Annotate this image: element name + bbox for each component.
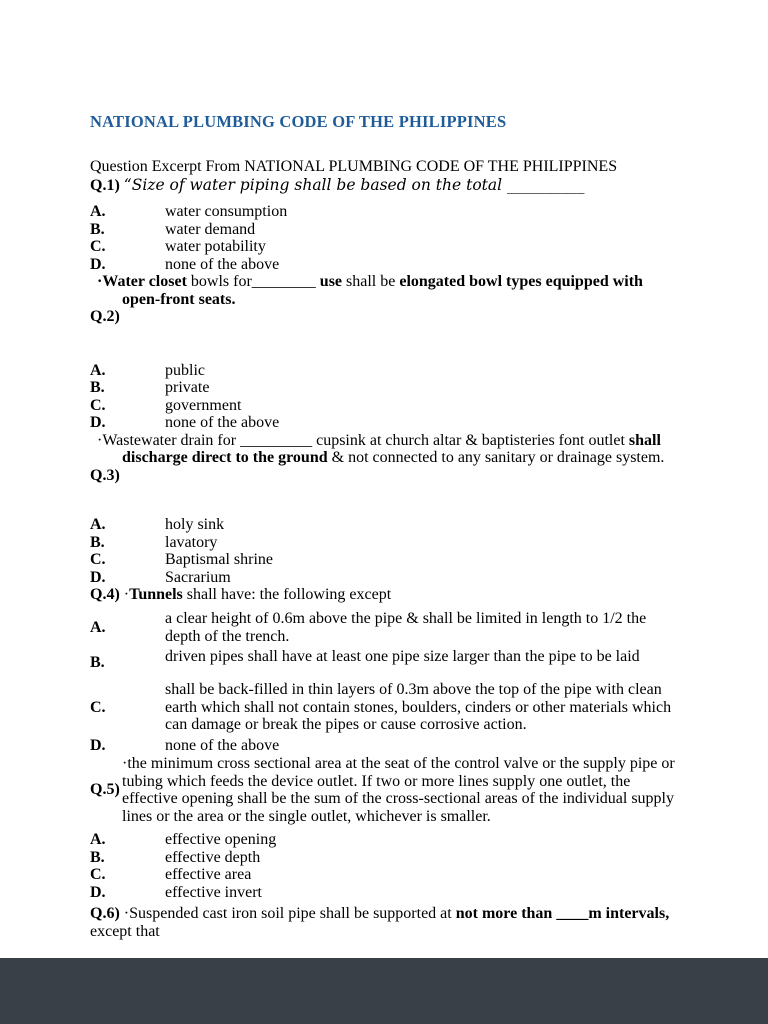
option-row xyxy=(90,516,682,534)
question-4-options xyxy=(90,610,682,754)
option-row xyxy=(90,238,682,256)
option-text: holy sink xyxy=(165,516,225,533)
option-text: effective opening xyxy=(165,831,277,848)
question-1-line xyxy=(90,176,682,195)
option-text: driven pipes shall have at least one pipe size larger than the pipe to be laid xyxy=(165,648,640,665)
option-text: effective invert xyxy=(165,883,262,901)
option-row xyxy=(90,866,682,884)
viewer-footer-bar xyxy=(0,958,768,1024)
option-text: none of the above xyxy=(165,736,280,754)
question-2-label: Q.2) xyxy=(90,308,120,325)
option-row xyxy=(90,551,682,569)
option-letter: B. xyxy=(90,220,105,238)
option-letter: C. xyxy=(90,698,106,716)
option-row xyxy=(90,203,682,221)
statement-segment: & not connected to any sanitary or drainage system. xyxy=(327,449,665,466)
option-letter: D. xyxy=(90,883,106,901)
option-row xyxy=(90,610,682,645)
question-1-label: Q.1) xyxy=(90,177,120,194)
statement-segment: ·Water closet xyxy=(97,273,191,290)
option-letter: C. xyxy=(90,866,106,883)
statement-segment: except that xyxy=(90,922,160,940)
option-letter: B. xyxy=(90,379,105,396)
option-letter: D. xyxy=(90,568,106,586)
question-6 xyxy=(90,905,682,940)
question-5-statement-block xyxy=(90,755,682,825)
option-row xyxy=(90,362,682,380)
question-2 xyxy=(90,273,682,432)
option-text: government xyxy=(165,396,242,414)
statement-segment: Tunnels xyxy=(129,586,183,603)
question-1 xyxy=(90,176,682,273)
option-row xyxy=(90,256,682,274)
question-3 xyxy=(90,432,682,587)
question-3-label: Q.3) xyxy=(90,466,120,484)
option-letter: D. xyxy=(90,736,106,754)
doc-subtitle: Question Excerpt From NATIONAL PLUMBING CODE OF THE PHILIPPINES xyxy=(90,158,618,175)
option-row xyxy=(90,414,682,432)
option-text: public xyxy=(165,361,205,379)
question-2-options xyxy=(90,362,682,432)
option-row xyxy=(90,648,682,678)
option-row xyxy=(90,849,682,867)
statement-segment: elongated bowl types equipped with open-front seats. xyxy=(122,273,643,308)
option-text: Baptismal shrine xyxy=(165,551,273,568)
question-2-statement xyxy=(90,273,682,308)
question-6-label: Q.6) xyxy=(90,905,120,922)
question-4-label: Q.4) xyxy=(90,586,120,603)
option-letter: A. xyxy=(90,361,106,379)
option-text: none of the above xyxy=(165,255,280,273)
option-row xyxy=(90,379,682,397)
option-text: private xyxy=(165,379,210,396)
option-row xyxy=(90,569,682,587)
statement-segment: shall be xyxy=(346,273,400,290)
option-letter: B. xyxy=(90,533,105,551)
option-row xyxy=(90,681,682,734)
option-text: none of the above xyxy=(165,414,280,431)
statement-segment: shall discharge direct to the ground xyxy=(122,431,661,466)
option-text: effective depth xyxy=(165,848,261,866)
statement-segment: ·Wastewater drain for _________ cupsink at church altar & baptisteries font outlet xyxy=(97,431,629,449)
question-1-options xyxy=(90,203,682,273)
question-3-statement xyxy=(90,432,682,467)
option-row xyxy=(90,221,682,239)
statement-segment: shall have: the following except xyxy=(182,586,392,603)
option-text: effective area xyxy=(165,866,252,883)
option-letter: C. xyxy=(90,396,106,414)
option-letter: D. xyxy=(90,414,106,431)
option-letter: C. xyxy=(90,238,106,255)
question-5-statement: ·the minimum cross sectional area at the seat of the control valve or the supply pipe or tubing which feeds the device outlet. If two or more lines supply one outlet, the effective opening shall be the sum of the cross-sectional areas of the individual supply lines or the area or the single outlet, whichever is smaller. xyxy=(122,755,675,825)
question-4 xyxy=(90,586,682,754)
option-text: Sacrarium xyxy=(165,568,231,586)
option-letter: B. xyxy=(90,654,105,672)
statement-segment: ·Suspended cast iron soil pipe shall be supported at xyxy=(123,905,456,922)
option-row xyxy=(90,884,682,902)
option-letter: A. xyxy=(90,516,106,533)
option-row xyxy=(90,737,682,755)
option-text: water potability xyxy=(165,238,266,255)
option-text: lavatory xyxy=(165,533,218,551)
option-letter: C. xyxy=(90,551,106,568)
question-5 xyxy=(90,755,682,901)
doc-title: NATIONAL PLUMBING CODE OF THE PHILIPPINES xyxy=(90,112,507,131)
option-text: water consumption xyxy=(165,203,288,220)
option-letter: A. xyxy=(90,831,106,848)
option-letter: A. xyxy=(90,203,106,220)
option-row xyxy=(90,831,682,849)
statement-segment: · xyxy=(123,586,130,603)
question-5-label: Q.5) xyxy=(90,781,120,798)
question-4-line xyxy=(90,586,682,604)
statement-segment: not more than ____m intervals, xyxy=(455,905,670,922)
question-1-text: “Size of water piping shall be based on the total __________ xyxy=(123,176,585,194)
option-letter: B. xyxy=(90,848,105,866)
option-row xyxy=(90,397,682,415)
option-letter: A. xyxy=(90,618,106,636)
question-5-options xyxy=(90,831,682,901)
option-text: water demand xyxy=(165,220,256,238)
question-3-options xyxy=(90,516,682,586)
option-text: a clear height of 0.6m above the pipe & shall be limited in length to 1/2 the depth of the trench. xyxy=(165,610,647,645)
option-letter: D. xyxy=(90,255,106,273)
option-text: shall be back-filled in thin layers of 0.3m above the top of the pipe with clean earth which shall not contain stones, boulders, cinders or other materials which can damage or break the pipes or cause corrosive action. xyxy=(165,681,672,733)
statement-segment: bowls for________ xyxy=(190,273,320,290)
statement-segment: use xyxy=(319,273,347,290)
option-row xyxy=(90,534,682,552)
question-6-line xyxy=(90,905,682,940)
